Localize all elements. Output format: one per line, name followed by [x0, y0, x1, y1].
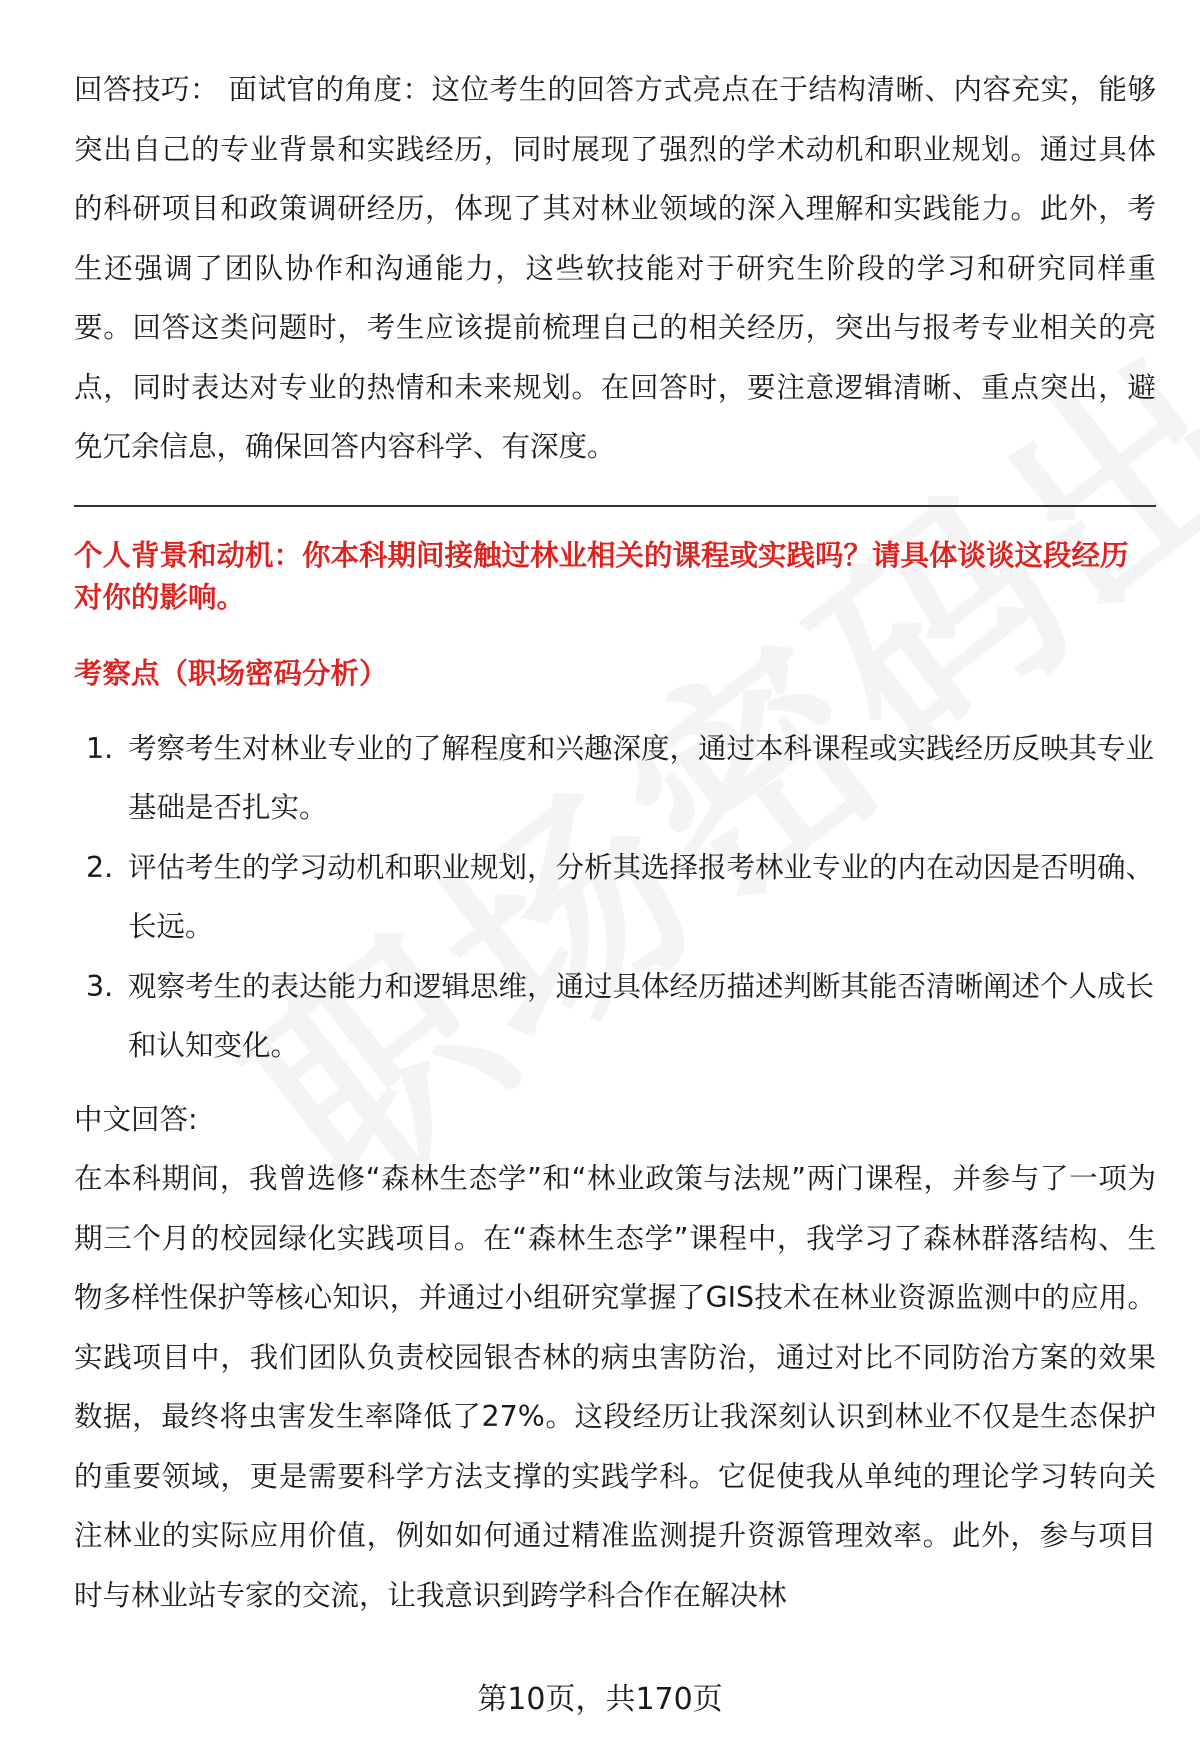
- list-item: [74, 838, 1156, 957]
- assessment-list: [74, 719, 1156, 1076]
- list-item-number: 3.: [86, 969, 114, 1003]
- intro-paragraph: 回答技巧： 面试官的角度：这位考生的回答方式亮点在于结构清晰、内容充实，能够突出自己的专业背景和实践经历，同时展现了强烈的学术动机和职业规划。通过具体的科研项目和政策调研经历，体现了其对林业领域的深入理解和实践能力。此外，考生还强调了团队协作和沟通能力，这些软技能对于研究生阶段的学习和研究同样重要。回答这类问题时，考生应该提前梳理自己的相关经历，突出与报考专业相关的亮点，同时表达对专业的热情和未来规划。在回答时，要注意逻辑清晰、重点突出，避免冗余信息，确保回答内容科学、有深度。: [74, 73, 1156, 463]
- list-item-text: 评估考生的学习动机和职业规划，分析其选择报考林业专业的内在动因是否明确、长远。: [128, 850, 1155, 943]
- list-item-text: 观察考生的表达能力和逻辑思维，通过具体经历描述判断其能否清晰阐述个人成长和认知变化。: [128, 969, 1155, 1062]
- list-item-number: 1.: [86, 731, 114, 765]
- question-heading: 个人背景和动机：你本科期间接触过林业相关的课程或实践吗？请具体谈谈这段经历对你的影响。: [74, 538, 1129, 614]
- assessment-heading: 考察点（职场密码分析）: [74, 656, 388, 690]
- list-item: [74, 957, 1156, 1076]
- section-divider: [74, 505, 1156, 507]
- answer-label: 中文回答:: [74, 1102, 198, 1136]
- page-number: 第10页，共170页: [477, 1682, 723, 1717]
- answer-paragraph: 在本科期间，我曾选修“森林生态学”和“林业政策与法规”两门课程，并参与了一项为期三个月的校园绿化实践项目。在“森林生态学”课程中，我学习了森林群落结构、生物多样性保护等核心知识，并通过小组研究掌握了GIS技术在林业资源监测中的应用。实践项目中，我们团队负责校园银杏林的病虫害防治，通过对比不同防治方案的效果数据，最终将虫害发生率降低了27%。这段经历让我深刻认识到林业不仅是生态保护的重要领域，更是需要科学方法支撑的实践学科。它促使我从单纯的理论学习转向关注林业的实际应用价值，例如如何通过精准监测提升资源管理效率。此外，参与项目时与林业站专家的交流，让我意识到跨学科合作在解决林: [74, 1162, 1156, 1612]
- document-page: [74, 60, 1156, 1625]
- list-item: [74, 719, 1156, 838]
- list-item-text: 考察考生对林业专业的了解程度和兴趣深度，通过本科课程或实践经历反映其专业基础是否扎实。: [128, 731, 1155, 824]
- list-item-number: 2.: [86, 850, 114, 884]
